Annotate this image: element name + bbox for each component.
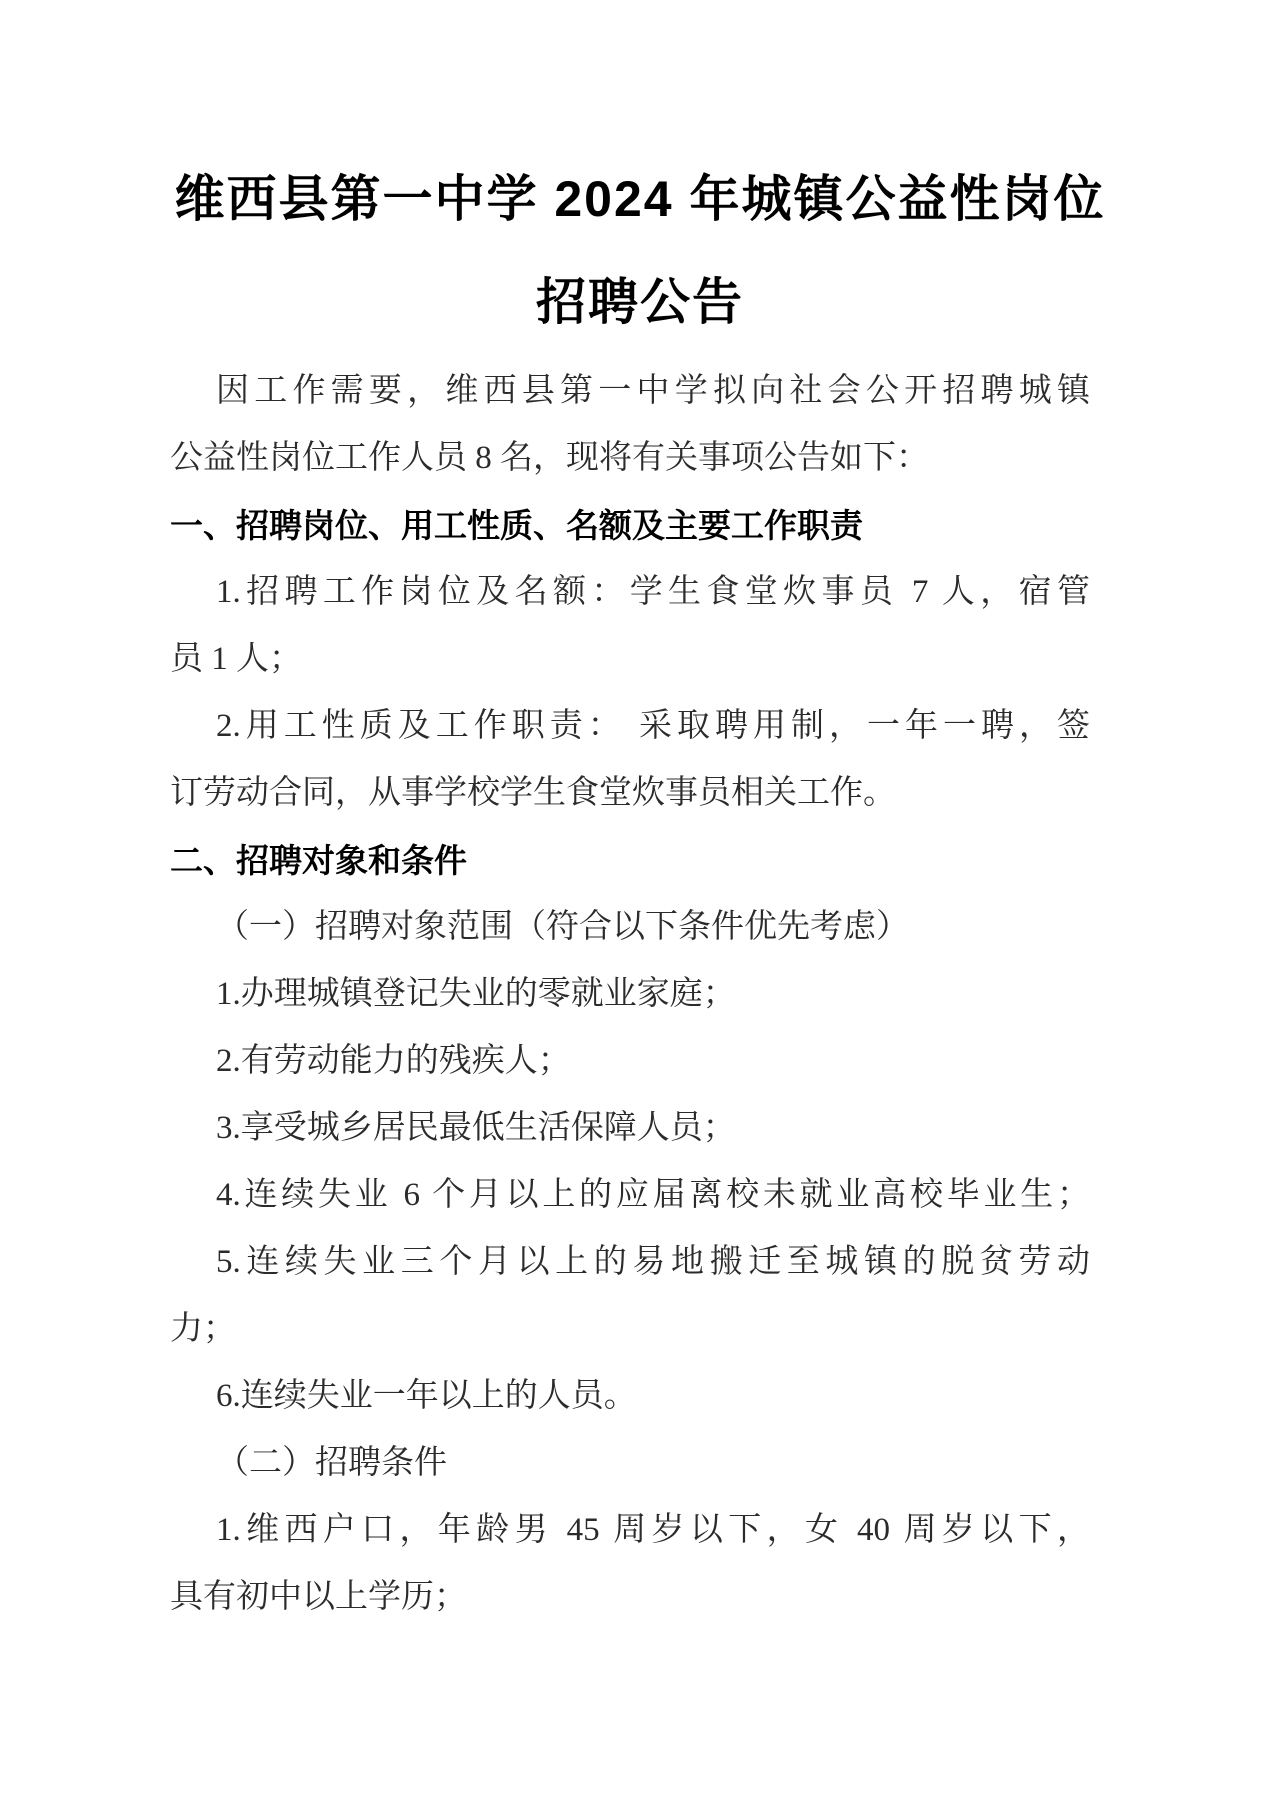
condition-5-line-1: 5.连续失业三个月以上的易地搬迁至城镇的脱贫劳动	[216, 1244, 1090, 1280]
intro-line-2: 公益性岗位工作人员 8 名，现将有关事项公告如下：	[170, 440, 929, 476]
item-1-line-1: 1.招聘工作岗位及名额：学生食堂炊事员 7 人，宿管	[216, 574, 1091, 610]
section-2-heading: 二、招聘对象和条件	[170, 842, 467, 879]
condition-3: 3.享受城乡居民最低生活保障人员；	[216, 1110, 736, 1146]
subsection-2-1-heading: （一）招聘对象范围（符合以下条件优先考虑）	[216, 909, 909, 945]
document-body	[170, 358, 1090, 1631]
item-1-line-2: 员 1 人；	[170, 641, 302, 677]
section-1-heading: 一、招聘岗位、用工性质、名额及主要工作职责	[170, 507, 863, 544]
subsection-2-2-heading: （二）招聘条件	[216, 1445, 447, 1481]
document-title	[0, 148, 1280, 354]
requirement-1-line-1: 1.维西户口，年龄男 45 周岁以下，女 40 周岁以下，	[216, 1512, 1090, 1548]
requirement-1-line-2: 具有初中以上学历；	[170, 1579, 467, 1615]
item-2-line-1: 2.用工性质及工作职责： 采取聘用制，一年一聘，签	[216, 708, 1090, 744]
condition-1: 1.办理城镇登记失业的零就业家庭；	[216, 976, 736, 1012]
condition-4: 4.连续失业 6 个月以上的应届离校未就业高校毕业生；	[216, 1177, 1090, 1213]
intro-line-1: 因工作需要，维西县第一中学拟向社会公开招聘城镇	[216, 373, 1090, 409]
title-line-1: 维西县第一中学 2024 年城镇公益性岗位	[174, 171, 1106, 227]
item-2-line-2: 订劳动合同，从事学校学生食堂炊事员相关工作。	[170, 775, 896, 811]
condition-2: 2.有劳动能力的残疾人；	[216, 1043, 571, 1079]
condition-5-line-2: 力；	[170, 1311, 236, 1347]
condition-6: 6.连续失业一年以上的人员。	[216, 1378, 637, 1414]
title-line-2: 招聘公告	[536, 274, 744, 330]
